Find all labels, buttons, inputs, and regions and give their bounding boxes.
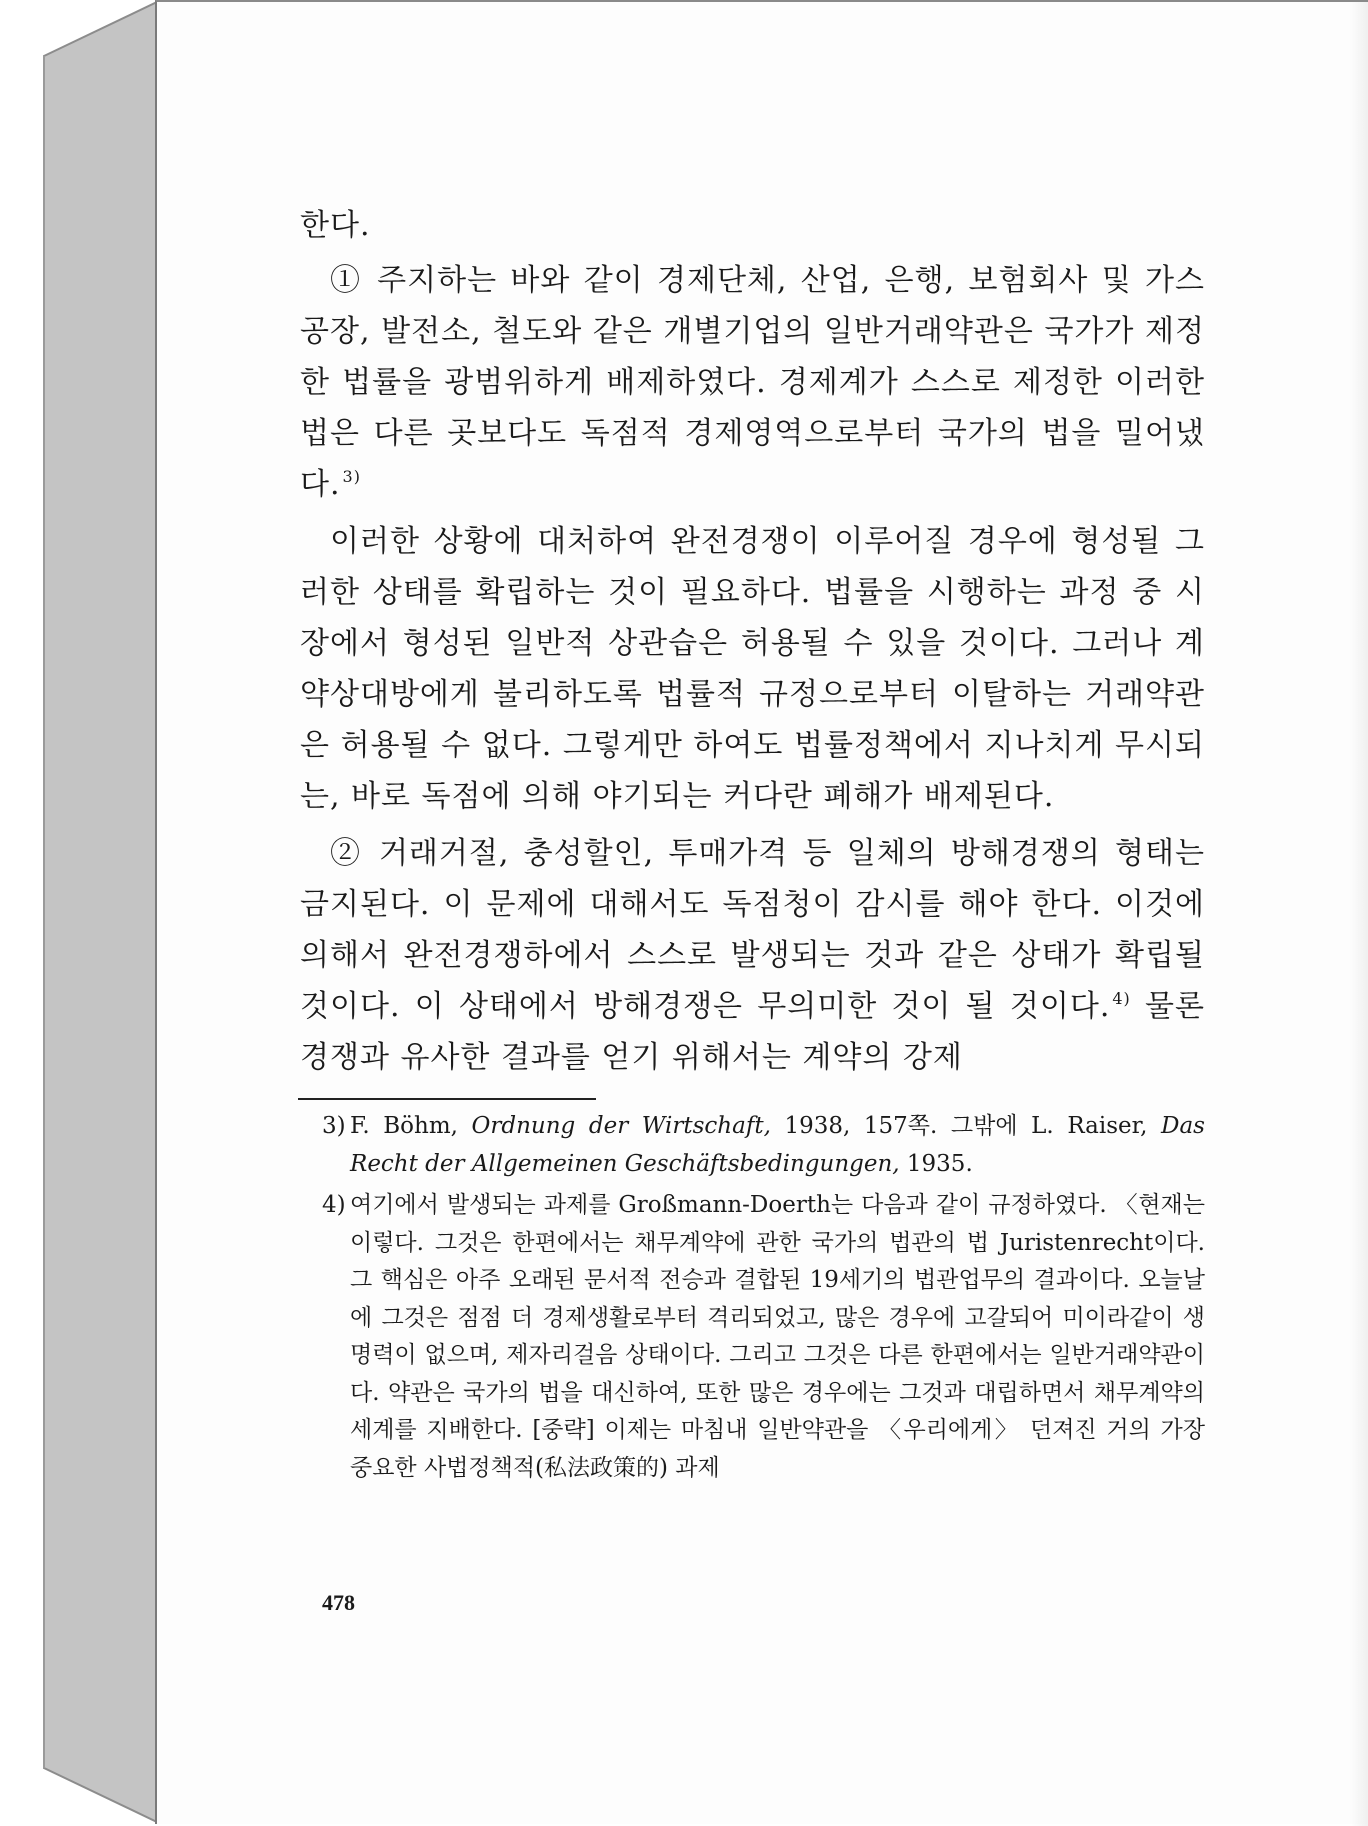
footnote-3-text	[350, 1108, 1205, 1183]
footnote-3-title-2: Das Recht der Allgemeinen Geschäftsbedingungen,	[350, 1113, 1205, 1177]
footnote-3-author: F. Böhm,	[350, 1113, 472, 1139]
footnotes	[322, 1108, 1205, 1491]
paragraph-3	[300, 828, 1205, 1083]
footnote-ref-4: 4)	[1112, 989, 1131, 1008]
book-spine	[0, 0, 160, 1824]
footnote-3-year: 1935.	[899, 1150, 973, 1177]
footnote-3-mid: 1938, 157쪽. 그밖에 L. Raiser,	[770, 1113, 1162, 1139]
footnote-3	[322, 1108, 1205, 1183]
footnote-4-text: 여기에서 발생되는 과제를 Großmann-Doerth는 다음과 같이 규정하였다. 〈현재는 이렇다. 그것은 한편에서는 채무계약에 관한 국가의 법관의 법 Juristenrecht이다. 그 핵심은 아주 오래된 문서적 전승과 결합된 19세기의 법관업무의 결과이다. 오늘날에 그것은 점점 더 경제생활로부터 격리되었고, 많은 경우에 고갈되어 미이라같이 생명력이 없으며, 제자리걸음 상태이다. 그리고 그것은 다른 한편에서는 일반거래약관이다. 약관은 국가의 법을 대신하여, 또한 많은 경우에는 그것과 대립하면서 채무계약의 세계를 지배한다. [중략] 이제는 마침내 일반약관을 〈우리에게〉 던져진 거의 가장 중요한 사법정책적(私法政策的) 과제	[350, 1192, 1205, 1481]
page-number: 478	[322, 1590, 355, 1615]
footnote-4	[322, 1187, 1205, 1487]
paragraph-2: 이러한 상황에 대처하여 완전경쟁이 이루어질 경우에 형성될 그러한 상태를 확립하는 것이 필요하다. 법률을 시행하는 과정 중 시장에서 형성된 일반적 상관습은 허용될 수 있을 것이다. 그러나 계약상대방에게 불리하도록 법률적 규정으로부터 이탈하는 거래약관은 허용될 수 없다. 그렇게만 하여도 법률정책에서 지나치게 무시되는, 바로 독점에 의해 야기되는 커다란 폐해가 배제된다.	[300, 524, 1205, 814]
main-text	[300, 200, 1205, 1089]
footnote-separator	[298, 1098, 596, 1100]
paragraph-1	[300, 255, 1205, 510]
footnote-4-number: 4)	[322, 1192, 346, 1218]
footnote-3-title-1: Ordnung der Wirtschaft,	[471, 1113, 771, 1139]
paragraph-3-text-b: 물론 경쟁과 유사한 결과를 얻기 위해서는 계약의 강제	[300, 989, 1205, 1075]
footnote-ref-3: 3)	[342, 467, 361, 486]
paragraph-1-text: ① 주지하는 바와 같이 경제단체, 산업, 은행, 보험회사 및 가스공장, 발전소, 철도와 같은 개별기업의 일반거래약관은 국가가 제정한 법률을 광범위하게 배제하였다. 경제계가 스스로 제정한 이러한 법은 다른 곳보다도 독점적 경제영역으로부터 국가의 법을 밀어냈다.	[300, 263, 1205, 502]
paragraph-3-text-a: ② 거래거절, 충성할인, 투매가격 등 일체의 방해경쟁의 형태는 금지된다. 이 문제에 대해서도 독점청이 감시를 해야 한다. 이것에 의해서 완전경쟁하에서 스스로 발생되는 것과 같은 상태가 확립될 것이다. 이 상태에서 방해경쟁은 무의미한 것이 될 것이다.	[300, 836, 1205, 1024]
page-edge-shadow	[1350, 2, 1368, 1826]
footnote-3-number: 3)	[322, 1113, 346, 1139]
paragraph-continuation: 한다.	[300, 208, 371, 243]
